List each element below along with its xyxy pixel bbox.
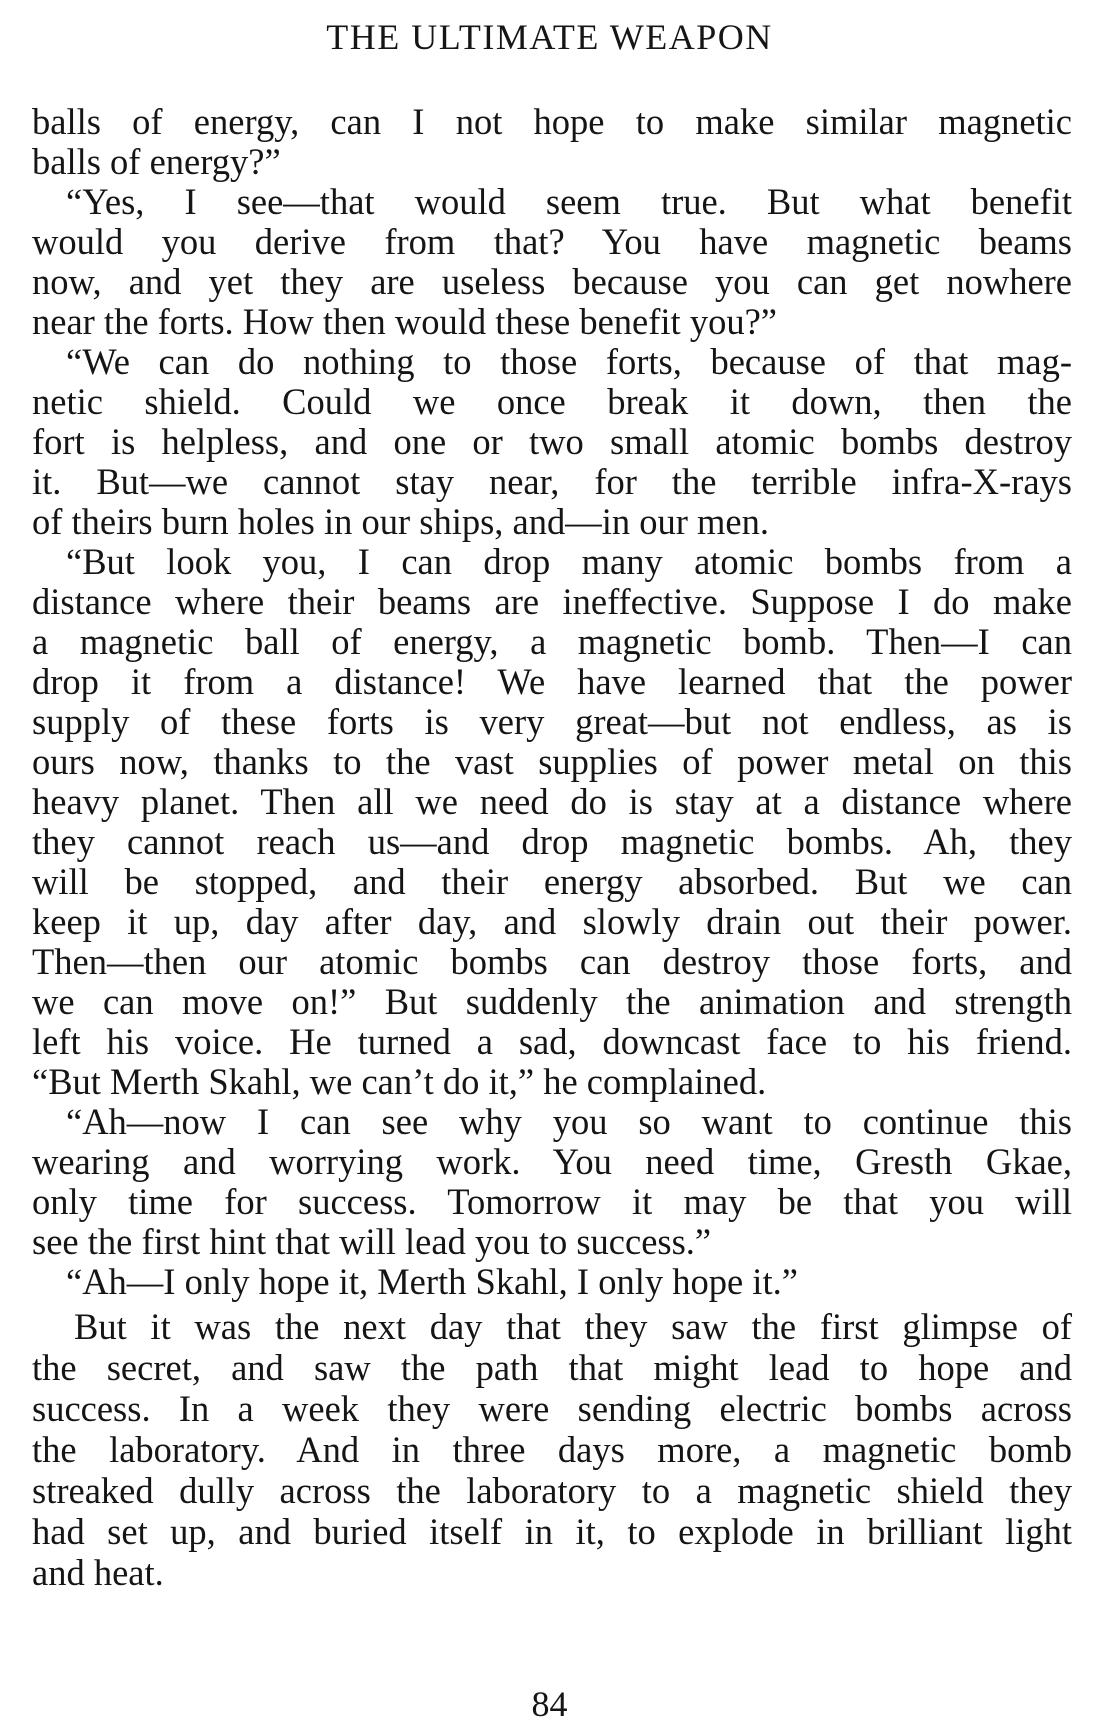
paragraph (32, 1102, 1072, 1262)
paragraph (32, 182, 1072, 342)
paragraph (32, 102, 1072, 182)
running-head: THE ULTIMATE WEAPON (326, 17, 773, 57)
text-line: fort is helpless, and one or two small atomic bombs destroy (32, 421, 1072, 462)
text-line: only time for success. Tomorrow it may be that you will (32, 1181, 1072, 1222)
text-line: “But look you, I can drop many atomic bombs from a (66, 541, 1072, 582)
text-line: will be stopped, and their energy absorbed. But we can (32, 861, 1072, 902)
text-line: “We can do nothing to those forts, because of that mag- (66, 341, 1072, 382)
text-line: drop it from a distance! We have learned that the power (32, 661, 1072, 702)
text-line: the secret, and saw the path that might lead to hope and (32, 1347, 1072, 1388)
text-line: now, and yet they are useless because you can get nowhere (32, 261, 1072, 302)
text-line: see the first hint that will lead you to success.” (32, 1221, 712, 1262)
text-line: left his voice. He turned a sad, downcast face to his friend. (32, 1021, 1072, 1062)
text-line: “Ah—I only hope it, Merth Skahl, I only hope it.” (66, 1261, 798, 1302)
paragraph (32, 1262, 1072, 1302)
text-line: balls of energy, can I not hope to make similar magnetic (32, 101, 1072, 142)
text-line: “Ah—now I can see why you so want to continue this (66, 1101, 1072, 1142)
text-line: it. But—we cannot stay near, for the terrible infra-X-rays (32, 461, 1072, 502)
text-line: balls of energy?” (32, 141, 281, 182)
text-line: streaked dully across the laboratory to a magnetic shield they (32, 1470, 1072, 1511)
text-line: would you derive from that? You have magnetic beams (32, 221, 1072, 262)
text-line: “But Merth Skahl, we can’t do it,” he complained. (32, 1061, 767, 1102)
text-line: Then—then our atomic bombs can destroy those forts, and (32, 941, 1072, 982)
page-number: 84 (531, 1684, 568, 1724)
paragraph (32, 342, 1072, 542)
text-line: we can move on!” But suddenly the animation and strength (32, 981, 1072, 1022)
text-line: supply of these forts is very great—but not endless, as is (32, 701, 1072, 742)
body-text (32, 102, 1072, 1593)
text-line: netic shield. Could we once break it down, then the (32, 381, 1072, 422)
text-line: a magnetic ball of energy, a magnetic bomb. Then—I can (32, 621, 1072, 662)
text-line: heavy planet. Then all we need do is stay at a distance where (32, 781, 1072, 822)
text-line: ours now, thanks to the vast supplies of power metal on this (32, 741, 1072, 782)
text-line: keep it up, day after day, and slowly drain out their power. (32, 901, 1072, 942)
text-line: of theirs burn holes in our ships, and—in our men. (32, 501, 770, 542)
text-line: the laboratory. And in three days more, a magnetic bomb (32, 1429, 1072, 1470)
text-line: had set up, and buried itself in it, to explode in brilliant light (32, 1511, 1072, 1552)
paragraph (32, 542, 1072, 1102)
text-line: wearing and worrying work. You need time, Gresth Gkae, (32, 1141, 1072, 1182)
text-line: But it was the next day that they saw the first glimpse of (74, 1306, 1072, 1347)
text-line: success. In a week they were sending electric bombs across (32, 1388, 1072, 1429)
text-line: “Yes, I see—that would seem true. But what benefit (66, 181, 1072, 222)
text-line: near the forts. How then would these benefit you?” (32, 301, 777, 342)
text-line: and heat. (32, 1552, 164, 1593)
paragraph (32, 1306, 1072, 1593)
text-line: distance where their beams are ineffective. Suppose I do make (32, 581, 1072, 622)
text-line: they cannot reach us—and drop magnetic bombs. Ah, they (32, 821, 1072, 862)
